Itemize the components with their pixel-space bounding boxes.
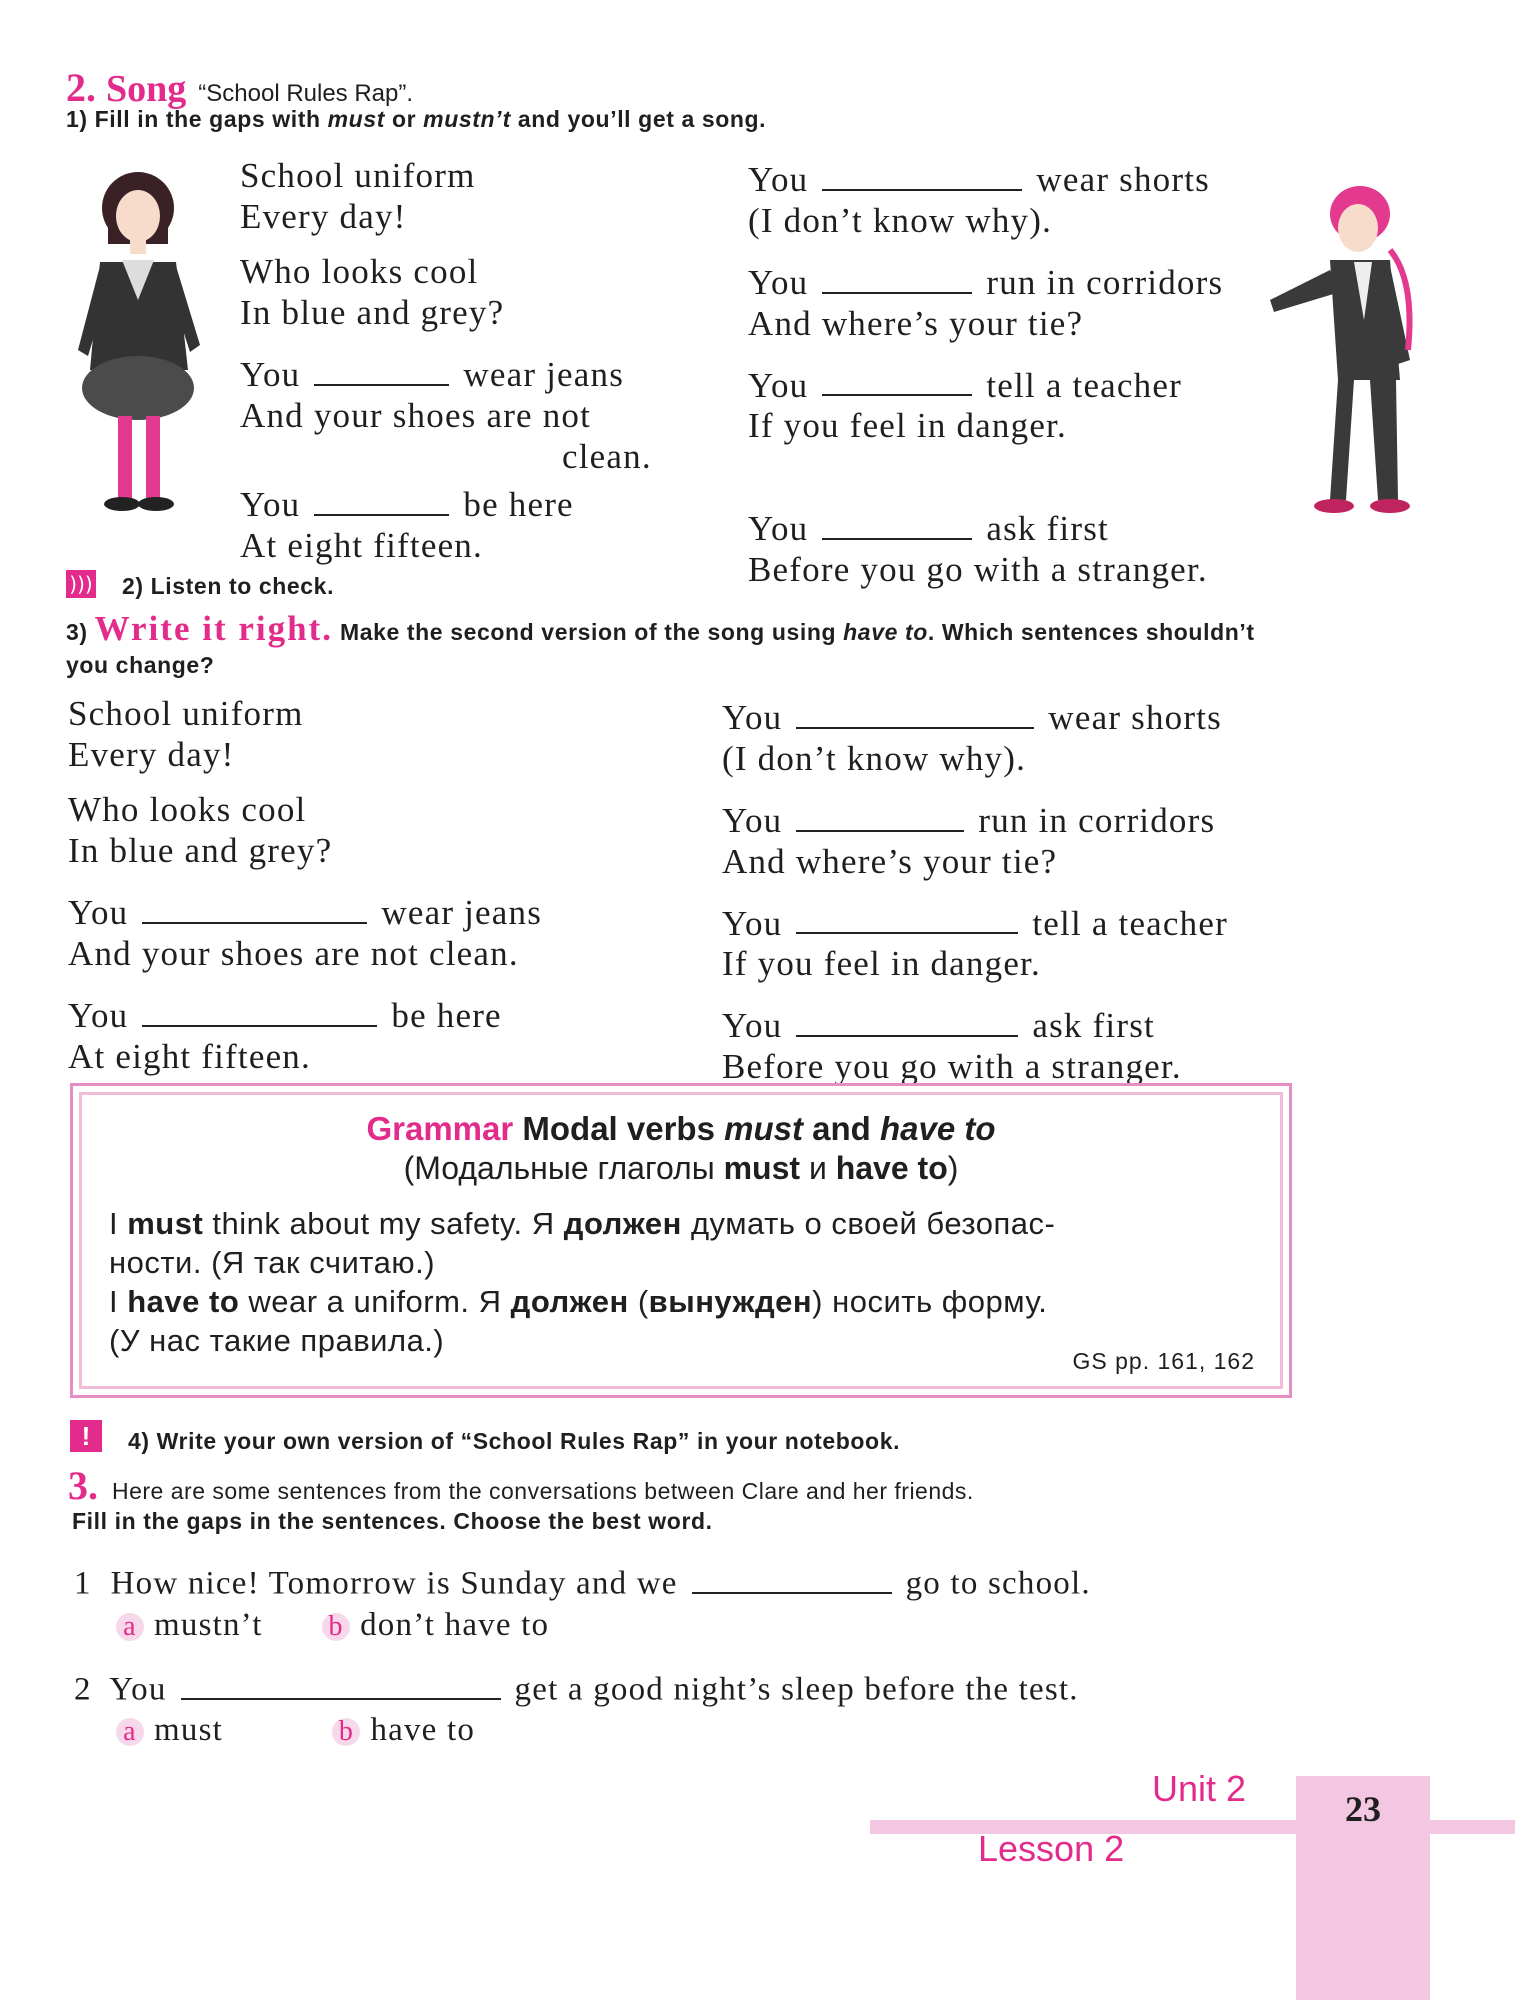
task-3-title: Write it right. [94, 609, 333, 648]
footer-lesson: Lesson 2 [978, 1828, 1125, 1869]
question-2: 2 You get a good night’s sleep before the test. [74, 1663, 1079, 1711]
gap-field[interactable] [314, 347, 449, 386]
exercise-3-intro: Here are some sentences from the conversations between Clare and her friends. [112, 1478, 974, 1504]
task-4-instruction: 4) Write your own version of “School Rules Rap” in your notebook. [128, 1428, 901, 1454]
task-2-instruction: 2) Listen to check. [122, 573, 335, 599]
option-b[interactable]: b don’t have to [322, 1607, 549, 1643]
song-2-right-column: You wear shorts (I don’t know why). You run in corridors And where’s your tie? You tell a teacher If you feel in danger. You ask first Before you go with a stranger. [722, 690, 1228, 1087]
gap-field[interactable] [822, 358, 972, 397]
gap-field[interactable] [314, 477, 449, 516]
gap-field[interactable] [796, 793, 964, 832]
girl-illustration [62, 170, 212, 515]
exercise-3-number: 3. [68, 1463, 98, 1508]
page-number: 23 [1345, 1789, 1381, 1829]
grammar-examples: I must think about my safety. Я должен думать о своей безопас- ности. (Я так считаю.) I have to wear a uniform. Я должен (вынужден) носить форму. (У нас такие правила.) [109, 1206, 1056, 1358]
grammar-box [70, 1083, 1292, 1398]
exercise-title: Song [106, 68, 187, 110]
task-1-instruction: 1) Fill in the gaps with must or mustn’t and you’ll get a song. [66, 106, 767, 132]
gap-field[interactable] [796, 896, 1018, 935]
question-2-options [116, 1710, 475, 1751]
question-1: 1 How nice! Tomorrow is Sunday and we go to school. [74, 1557, 1091, 1605]
option-a[interactable]: a mustn’t [116, 1607, 263, 1643]
gap-field[interactable] [822, 255, 972, 294]
boy-illustration [1250, 180, 1425, 525]
exercise-3-header [68, 1462, 974, 1509]
gap-field[interactable] [142, 988, 377, 1027]
audio-icon[interactable]: ))) [66, 570, 96, 598]
gap-field[interactable] [822, 501, 972, 540]
exercise-number: 2. [66, 65, 96, 110]
exercise-subtitle: “School Rules Rap”. [198, 80, 414, 107]
gap-field[interactable] [142, 885, 367, 924]
option-a[interactable]: a must [116, 1712, 223, 1748]
gap-field[interactable] [181, 1663, 501, 1700]
grammar-title: Grammar Modal verbs must and have to [366, 1110, 996, 1147]
exercise-3-instruction: Fill in the gaps in the sentences. Choose the best word. [72, 1508, 713, 1534]
gap-field[interactable] [796, 998, 1018, 1037]
song-2-left-column: School uniform Every day! Who looks cool In blue and grey? You wear jeans And your shoes are not clean. You be here At eight fifteen. [68, 694, 543, 1076]
song-1-right-column: You wear shorts (I don’t know why). You run in corridors And where’s your tie? You tell a teacher If you feel in danger. You ask first Before you go with a stranger. [748, 152, 1223, 590]
important-icon: ! [70, 1420, 102, 1452]
grammar-subtitle: (Модальные глаголы must и have to) [403, 1150, 959, 1186]
option-b[interactable]: b have to [332, 1712, 475, 1748]
task-3-instruction: 3) Write it right. Make the second version of the song using have to. Which sentences shouldn’t you change? [66, 609, 1255, 678]
gap-field[interactable] [796, 690, 1034, 729]
grammar-reference: GS pp. 161, 162 [1072, 1348, 1255, 1374]
song-1-left-column: School uniform Every day! Who looks cool In blue and grey? You wear jeans And your shoes are not clean. You be here At eight fifteen. [240, 156, 652, 565]
exercise-2-header [66, 64, 413, 111]
question-1-options [116, 1605, 549, 1646]
gap-field[interactable] [692, 1557, 892, 1594]
gap-field[interactable] [822, 152, 1022, 191]
footer-unit: Unit 2 [1152, 1768, 1247, 1809]
